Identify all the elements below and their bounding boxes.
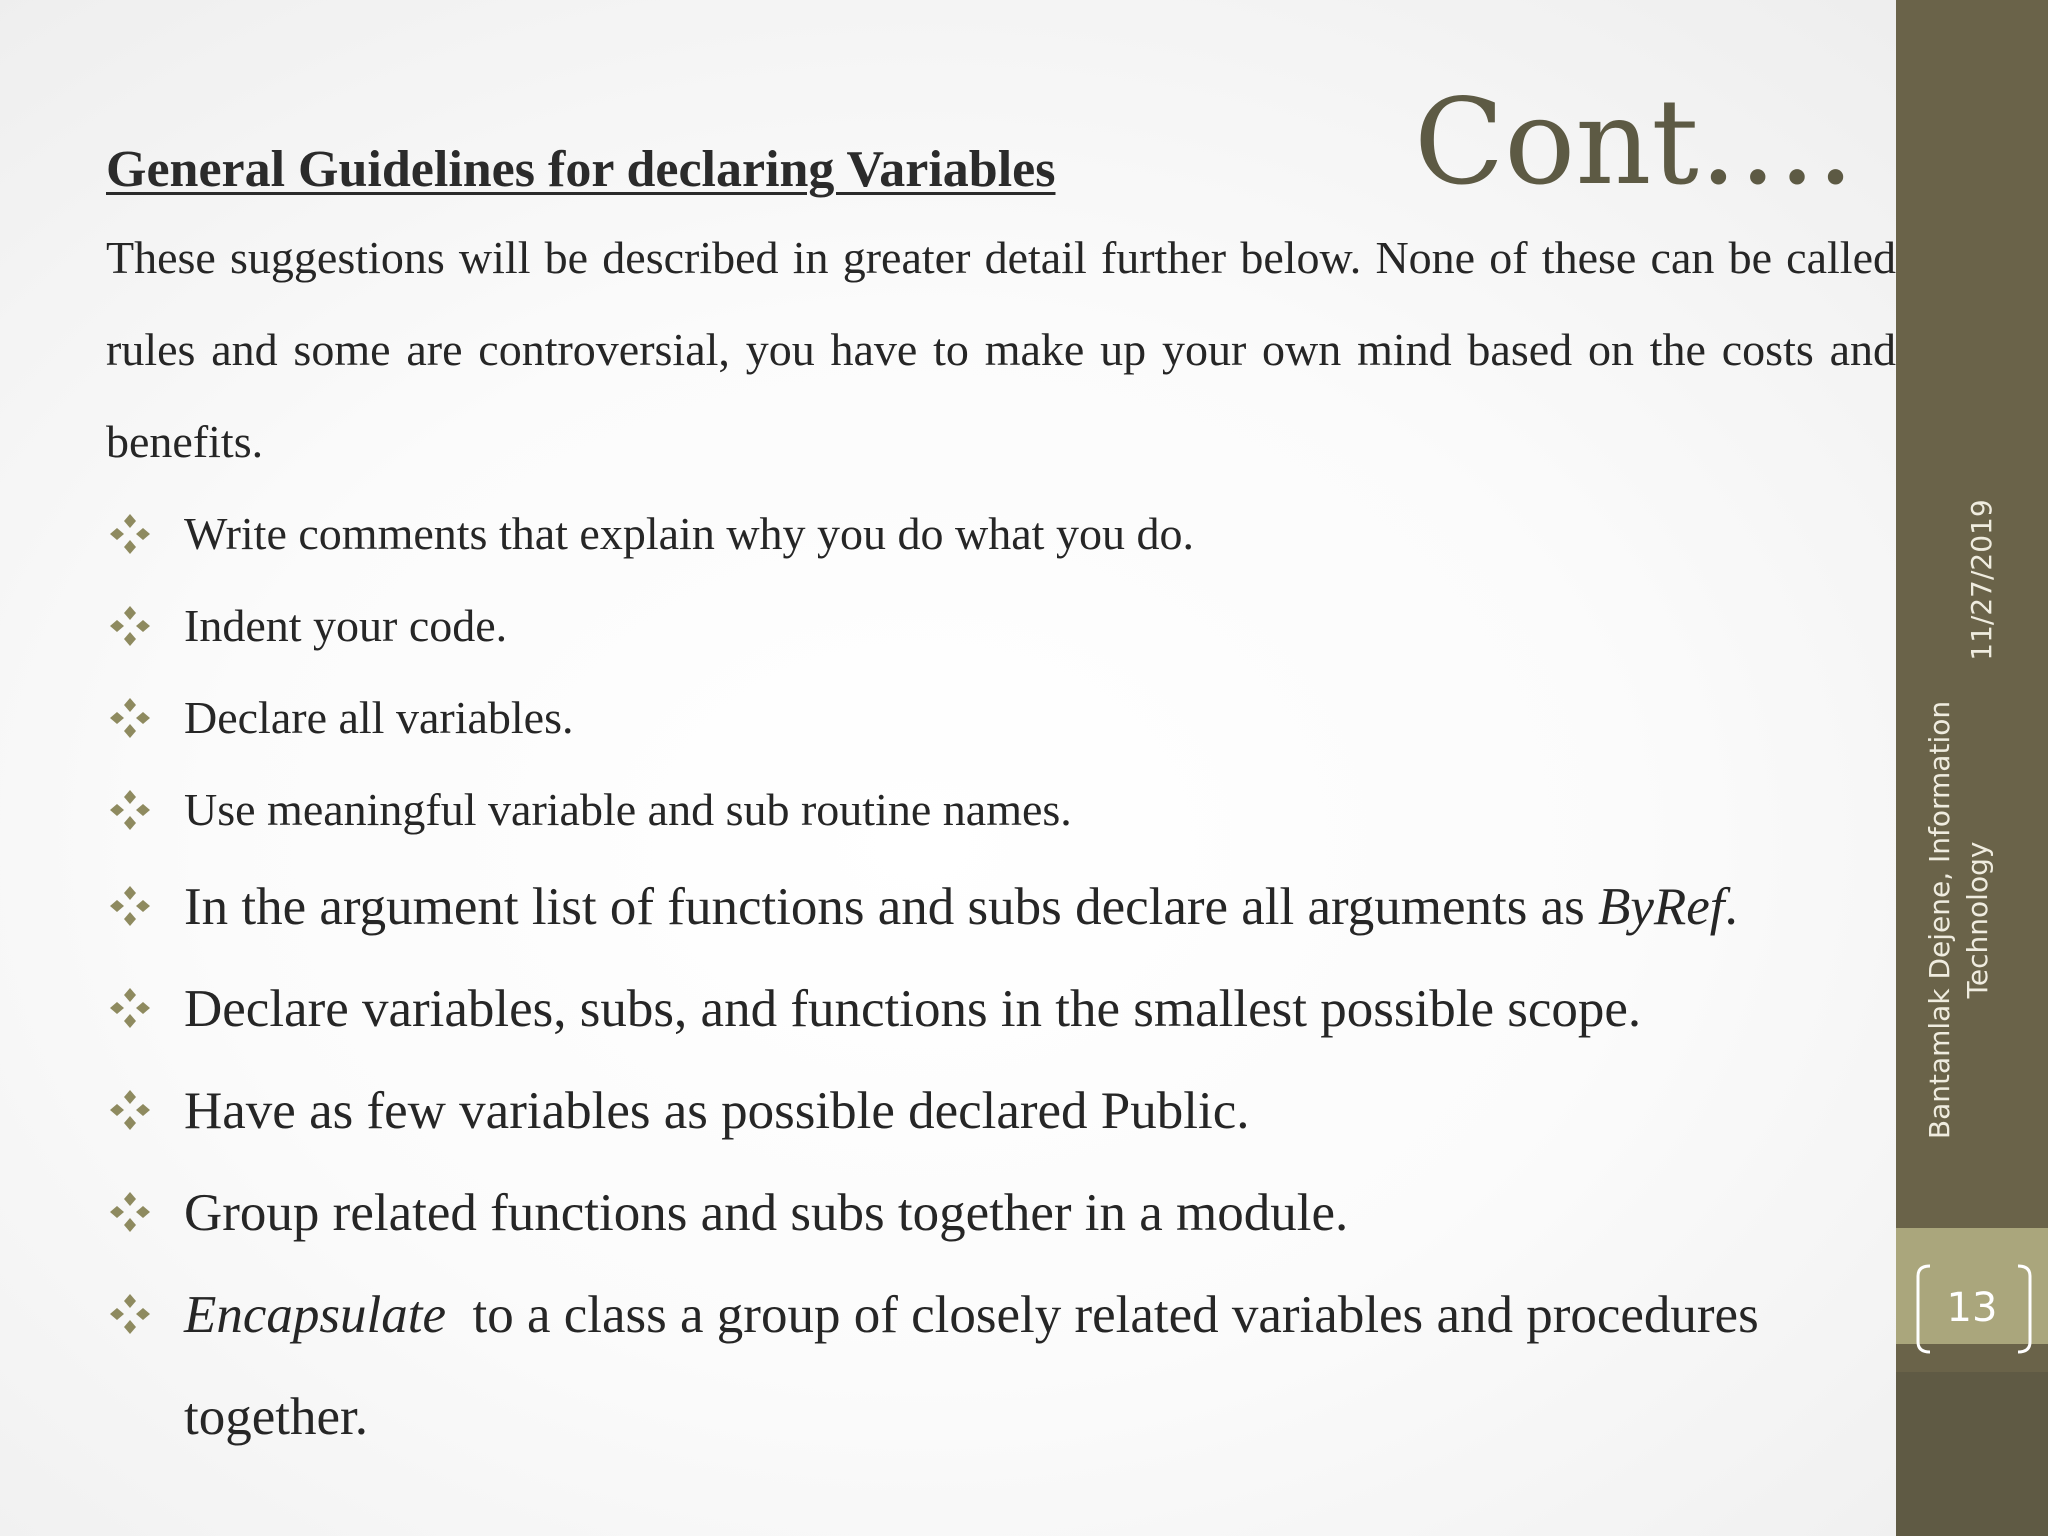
list-item-text-end: . <box>1724 878 1738 936</box>
list-item <box>106 672 1896 764</box>
list-item-text: Have as few variables as possible declared Public. <box>184 1082 1250 1140</box>
list-item <box>106 958 1896 1060</box>
list-item <box>106 1162 1896 1264</box>
list-item <box>106 1060 1896 1162</box>
four-diamond-bullet-icon <box>106 786 154 834</box>
list-item-text: Write comments that explain why you do what you do. <box>184 508 1194 559</box>
sidebar-date: 11/27/2019 <box>1965 499 1998 661</box>
list-item-text: Declare all variables. <box>184 692 574 743</box>
section-heading: General Guidelines for declaring Variables <box>106 141 1056 198</box>
list-item-emphasis: Encapsulate <box>184 1286 446 1344</box>
list-item-text: to a class a group of closely related variables and procedures together. <box>184 1286 1772 1446</box>
list-item-text: Declare variables, subs, and functions in the smallest possible scope. <box>184 980 1642 1038</box>
page-number-box <box>1896 1228 2048 1344</box>
page-number: 13 <box>1946 1285 1998 1331</box>
sidebar-author: Bantamlak Dejene, Information Technology <box>1923 700 1994 1140</box>
list-item <box>106 1264 1896 1468</box>
list-item <box>106 580 1896 672</box>
slide-title: Cont…. <box>1414 73 1855 211</box>
list-item-text: Use meaningful variable and sub routine names. <box>184 784 1072 835</box>
four-diamond-bullet-icon <box>106 984 154 1032</box>
intro-paragraph: These suggestions will be described in greater detail further below. None of these can be called rules and some are controversial, you have to make up your own mind based on the costs and benefits. <box>106 232 1896 467</box>
list-item <box>106 856 1896 958</box>
guideline-list <box>106 488 1896 1468</box>
four-diamond-bullet-icon <box>106 882 154 930</box>
list-item-emphasis: ByRef <box>1597 878 1725 936</box>
four-diamond-bullet-icon <box>106 1188 154 1236</box>
sidebar-footer-band <box>1896 1372 2048 1536</box>
four-diamond-bullet-icon <box>106 694 154 742</box>
list-item-text: Indent your code. <box>184 600 508 651</box>
list-item-text: Group related functions and subs together in a module. <box>184 1184 1349 1242</box>
four-diamond-bullet-icon <box>106 1290 154 1338</box>
slide-content <box>106 128 1896 1468</box>
four-diamond-bullet-icon <box>106 510 154 558</box>
four-diamond-bullet-icon <box>106 602 154 650</box>
four-diamond-bullet-icon <box>106 1086 154 1134</box>
list-item-text: In the argument list of functions and subs declare all arguments as <box>184 878 1598 936</box>
list-item <box>106 488 1896 580</box>
list-item <box>106 764 1896 856</box>
